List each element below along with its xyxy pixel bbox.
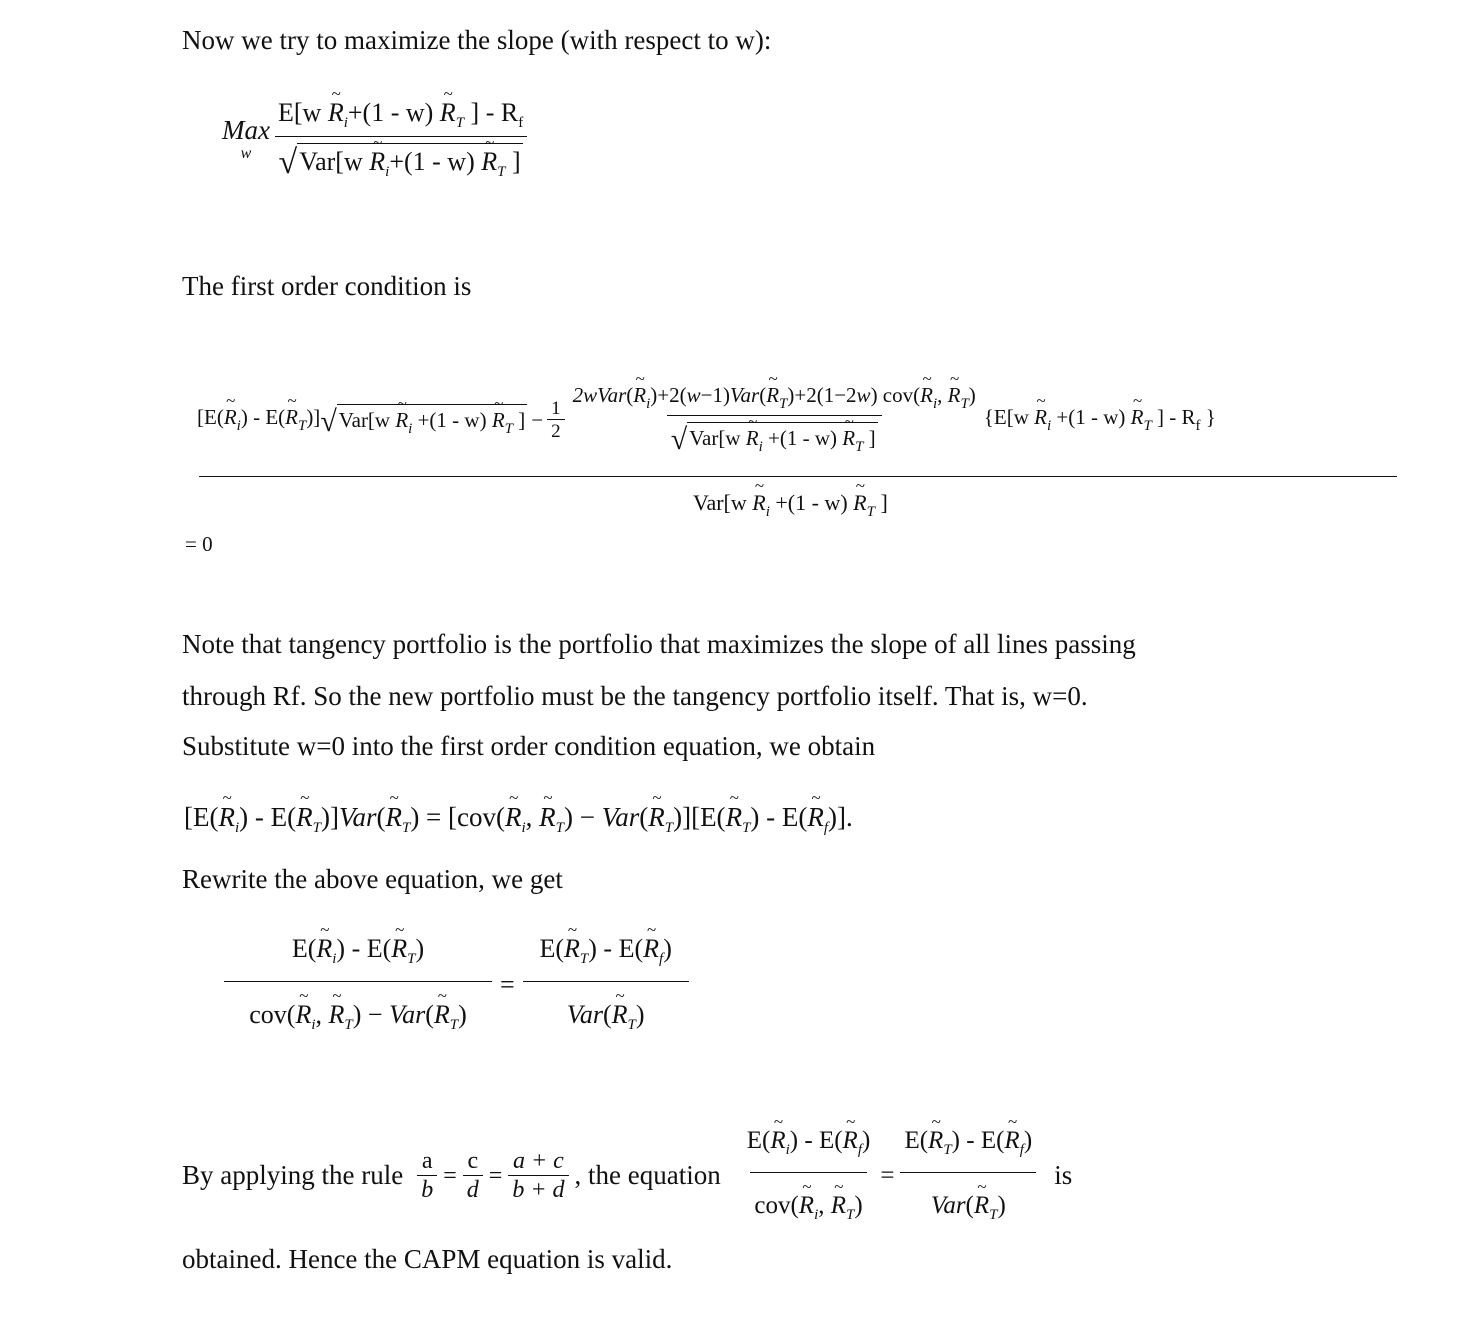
equals-zero: = 0 xyxy=(185,532,213,556)
foc-denominator: Var[w ~ $R_i +(1 - w)$ ~ $R_T$ ] xyxy=(693,476,888,520)
rewrite-text: Rewrite the above equation, we get xyxy=(182,864,563,894)
note-line-2: through Rf. So the new portfolio must be the tangency portfolio itself. That is, w=0. xyxy=(182,681,1088,711)
max-slope-formula: Max w E[w ~ $R_i+(1 - w)$ ~ $R_T$ ] - $R_f$ √ Var[w ~ $R_i+(1 - w)$ ~ $R_T$ ] xyxy=(222,98,527,180)
substituted-equation: [E( ~ $R_i) - E$( ~ $R_T)]Var$( ~ $R_T) = [cov$( ~ $R_i$, ~ $R_T) - Var$( ~ $R_T)][E$( ~ $R_T) - E$( ~ $R_f$)]. xyxy=(184,788,853,836)
rule-line: By applying the rule $\frac{a}{b}$ = $\frac{c}{d}$ = $\frac{a + c}{b + d}$ , the equation E( ~ $R_i) - E$( ~ $R_f$) cov( ~ $R_i$, ~ $R_T$) = E( ~ $R_T) - E$( ~ $R_f$) Var( ~ $R_T$) is xyxy=(182,1112,1073,1223)
the-equation-text: , the equation xyxy=(574,1160,721,1190)
by-applying-text: By applying the rule xyxy=(182,1160,404,1190)
max-operator: Max xyxy=(222,114,270,145)
note-line-3: Substitute w=0 into the first order condition equation, we obtain xyxy=(182,731,876,761)
foc-intro-text: The first order condition is xyxy=(182,271,472,301)
intro-text: Now we try to maximize the slope (with respect to w): xyxy=(182,25,772,55)
max-subscript: w xyxy=(240,144,252,162)
note-line-1: Note that tangency portfolio is the portfolio that maximizes the slope of all lines passing xyxy=(182,629,1136,659)
foc-fraction-bar xyxy=(199,476,1397,477)
foc-numerator: [E( ~ $R_i) - E$( ~ $R_T$)] √ Var[w ~ $R_i +(1 - w)$ ~ $R_T$ ] − $\frac{1}{2}$ 2wVar( ~ $R_i)+2(w-1)Var$( ~ $R_T)+2(1-2w)$ cov( ~ $R_i$, ~ $R_T$) √ Var[w ~ $R_i +(1 - w)$ ~ $R_T$ ] {E[w ~ $R_i +(1 - w)$ ~ $R_T$ ] - $R_f$ } xyxy=(197,369,1216,456)
is-text: is xyxy=(1054,1160,1073,1190)
conclusion-text: obtained. Hence the CAPM equation is valid. xyxy=(182,1244,673,1274)
rewritten-equation: E( ~ $R_i) - E$( ~ $R_T$) cov( ~ $R_i$, ~ $R_T) - Var$( ~ $R_T$) = E( ~ $R_T) - E$( ~ $R_f$) Var( ~ $R_T$) xyxy=(224,936,689,1033)
